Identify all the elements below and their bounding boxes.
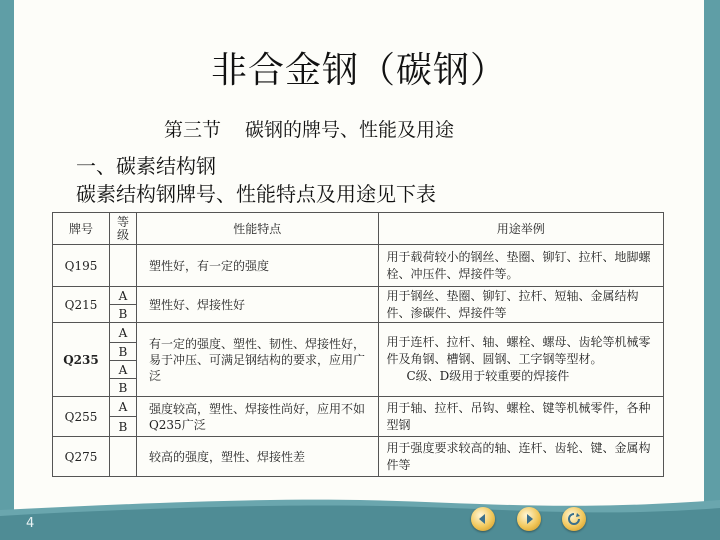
row-usage: 用于轴、拉杆、吊钩、螺栓、键等机械零件，各种型钢 <box>378 397 664 437</box>
row-grade-empty <box>109 437 136 477</box>
row-features: 较高的强度，塑性、焊接性差 <box>136 437 378 477</box>
row-usage <box>378 323 664 397</box>
row-features: 塑性好、焊接性好 <box>136 287 378 323</box>
next-button[interactable] <box>517 507 541 531</box>
arrow-left-icon <box>477 513 489 525</box>
row-grade-empty <box>109 245 136 287</box>
table-row <box>53 397 664 417</box>
table-row <box>53 245 664 287</box>
header-features: 性能特点 <box>136 213 378 245</box>
footer-wave <box>0 496 720 540</box>
heading: 一、碳素结构钢 <box>76 154 216 178</box>
slide-title: 非合金钢（碳钢） <box>210 50 507 91</box>
prev-button[interactable] <box>471 507 495 531</box>
table-row <box>53 437 664 477</box>
row-grade: B <box>109 417 136 437</box>
section-number: 第三节 <box>164 119 222 141</box>
header-grade-text: 等级 <box>116 214 129 242</box>
row-grade: B <box>109 379 136 397</box>
steel-table <box>52 212 664 477</box>
section-topic: 碳钢的牌号、性能及用途 <box>245 119 455 141</box>
section-subtitle <box>164 115 454 142</box>
row-usage: 用于钢丝、垫圈、铆钉、拉杆、短轴、金属结构件、渗碳件、焊接件等 <box>378 287 664 323</box>
row-grade: A <box>109 397 136 417</box>
return-button[interactable] <box>562 507 586 531</box>
row-usage-note: C级、D级用于较重要的焊接件 <box>406 369 570 383</box>
row-code: Q255 <box>53 397 110 437</box>
row-features: 强度较高，塑性、焊接性尚好，应用不如Q235广泛 <box>136 397 378 437</box>
row-grade: B <box>109 305 136 323</box>
row-features: 有一定的强度、塑性、韧性、焊接性好，易于冲压、可满足钢结构的要求，应用广泛 <box>136 323 378 397</box>
page-number: 4 <box>26 516 35 531</box>
row-features: 塑性好，有一定的强度 <box>136 245 378 287</box>
header-grade <box>109 213 136 245</box>
row-grade: A <box>109 287 136 305</box>
table-row <box>53 287 664 305</box>
row-usage: 用于载荷较小的钢丝、垫圈、铆钉、拉杆、地脚螺栓、冲压件、焊接件等。 <box>378 245 664 287</box>
intro-text: 碳素结构钢牌号、性能特点及用途见下表 <box>76 182 436 206</box>
row-code: Q275 <box>53 437 110 477</box>
return-icon <box>567 512 581 526</box>
row-usage-main: 用于连杆、拉杆、轴、螺栓、螺母、齿轮等机械零件及角钢、槽钢、圆钢、工字钢等型材。 <box>386 335 651 366</box>
row-usage: 用于强度要求较高的轴、连杆、齿轮、键、金属构件等 <box>378 437 664 477</box>
row-grade: A <box>109 323 136 343</box>
header-code: 牌号 <box>53 213 110 245</box>
row-grade: A <box>109 361 136 379</box>
row-code: Q215 <box>53 287 110 323</box>
table-header-row <box>53 213 664 245</box>
arrow-right-icon <box>523 513 535 525</box>
row-grade: B <box>109 343 136 361</box>
table-row <box>53 323 664 343</box>
row-code: Q195 <box>53 245 110 287</box>
header-usage: 用途举例 <box>378 213 664 245</box>
row-code: Q235 <box>53 323 110 397</box>
